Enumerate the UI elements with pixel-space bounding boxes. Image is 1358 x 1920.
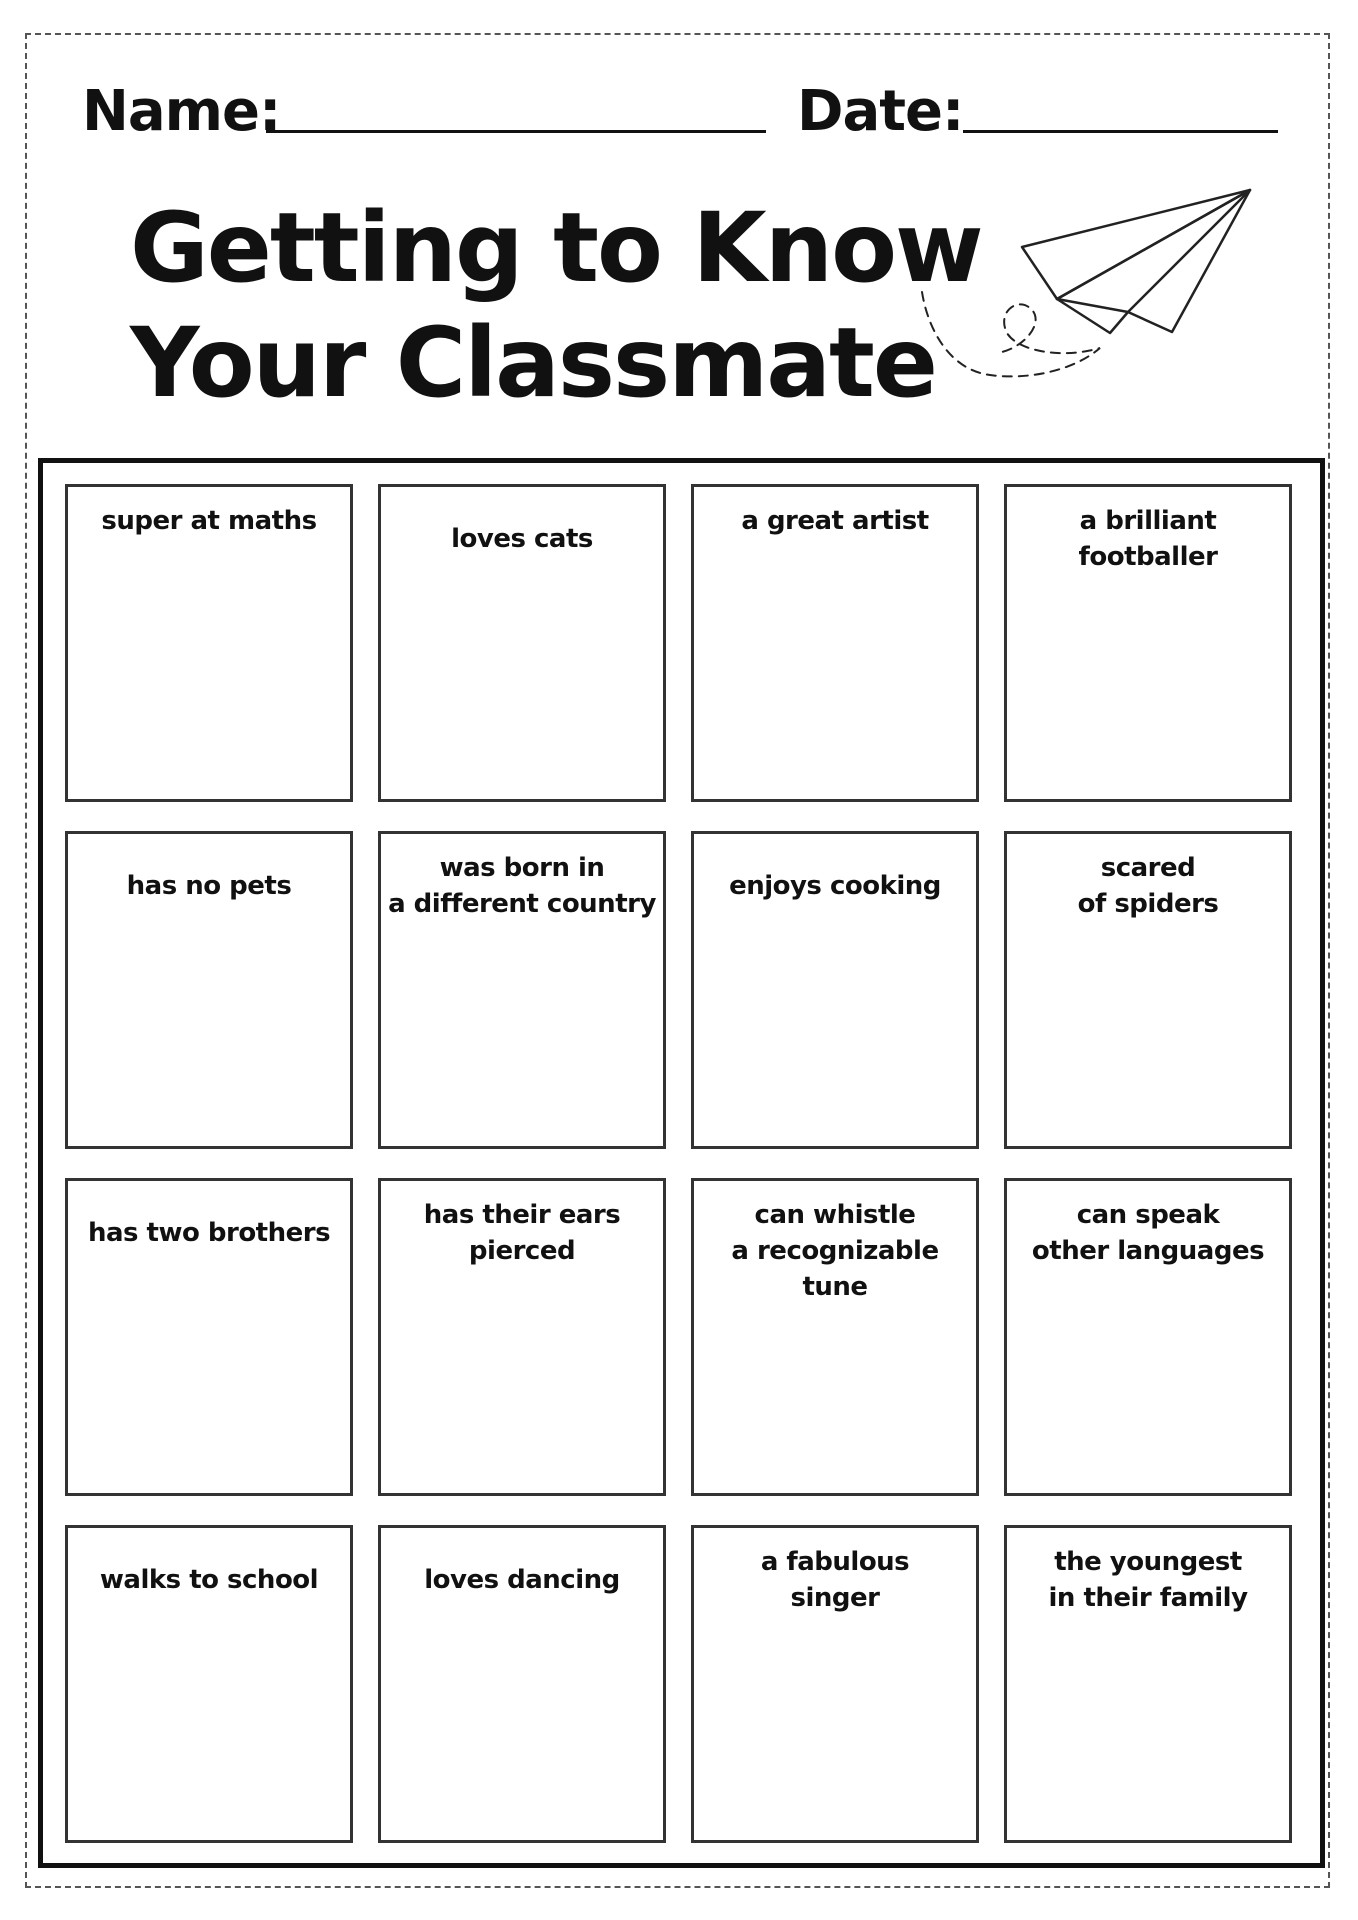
cell-label: was born in a different country xyxy=(388,853,656,919)
grid-cell[interactable] xyxy=(65,1525,353,1843)
grid-cell[interactable] xyxy=(691,484,979,802)
classmate-grid xyxy=(65,484,1292,1843)
cell-label: can speak other languages xyxy=(1031,1200,1265,1266)
grid-cell[interactable] xyxy=(65,484,353,802)
grid-cell[interactable] xyxy=(691,831,979,1149)
cell-label: super at maths xyxy=(101,506,317,536)
cell-label: loves dancing xyxy=(424,1565,620,1595)
paper-airplane-icon xyxy=(910,180,1260,390)
cell-label: has no pets xyxy=(126,871,292,901)
flight-path-trail xyxy=(922,292,1100,376)
grid-cell[interactable] xyxy=(378,484,666,802)
worksheet-title-line-2: Your Classmate xyxy=(130,307,936,419)
cell-label: loves cats xyxy=(451,524,593,554)
cell-label: enjoys cooking xyxy=(729,871,941,901)
date-label: Date: xyxy=(797,79,964,144)
cell-label: a fabulous singer xyxy=(760,1547,910,1613)
date-field[interactable] xyxy=(963,130,1278,133)
cell-label: walks to school xyxy=(99,1565,319,1595)
grid-cell[interactable] xyxy=(378,1525,666,1843)
cell-label: the youngest in their family xyxy=(1048,1547,1248,1613)
grid-cell[interactable] xyxy=(1004,831,1292,1149)
grid-cell[interactable] xyxy=(1004,1525,1292,1843)
grid-cell[interactable] xyxy=(65,831,353,1149)
cell-label: a great artist xyxy=(741,506,929,536)
cell-label: can whistle a recognizable tune xyxy=(731,1200,939,1302)
airplane-wing xyxy=(1022,190,1250,299)
cell-label: has two brothers xyxy=(87,1218,331,1248)
grid-cell[interactable] xyxy=(691,1525,979,1843)
grid-cell[interactable] xyxy=(691,1178,979,1496)
cell-label: has their ears pierced xyxy=(423,1200,621,1266)
grid-cell[interactable] xyxy=(1004,1178,1292,1496)
name-field[interactable] xyxy=(266,130,766,133)
cell-label: scared of spiders xyxy=(1077,853,1219,919)
grid-cell[interactable] xyxy=(1004,484,1292,802)
airplane-fold xyxy=(1057,299,1128,333)
name-label: Name: xyxy=(82,79,281,144)
grid-cell[interactable] xyxy=(378,831,666,1149)
worksheet-title-line-1: Getting to Know xyxy=(130,192,982,304)
airplane-body xyxy=(1057,190,1250,332)
grid-cell[interactable] xyxy=(65,1178,353,1496)
airplane-crease xyxy=(1128,190,1250,312)
cell-label: a brilliant footballer xyxy=(1078,506,1218,572)
grid-cell[interactable] xyxy=(378,1178,666,1496)
